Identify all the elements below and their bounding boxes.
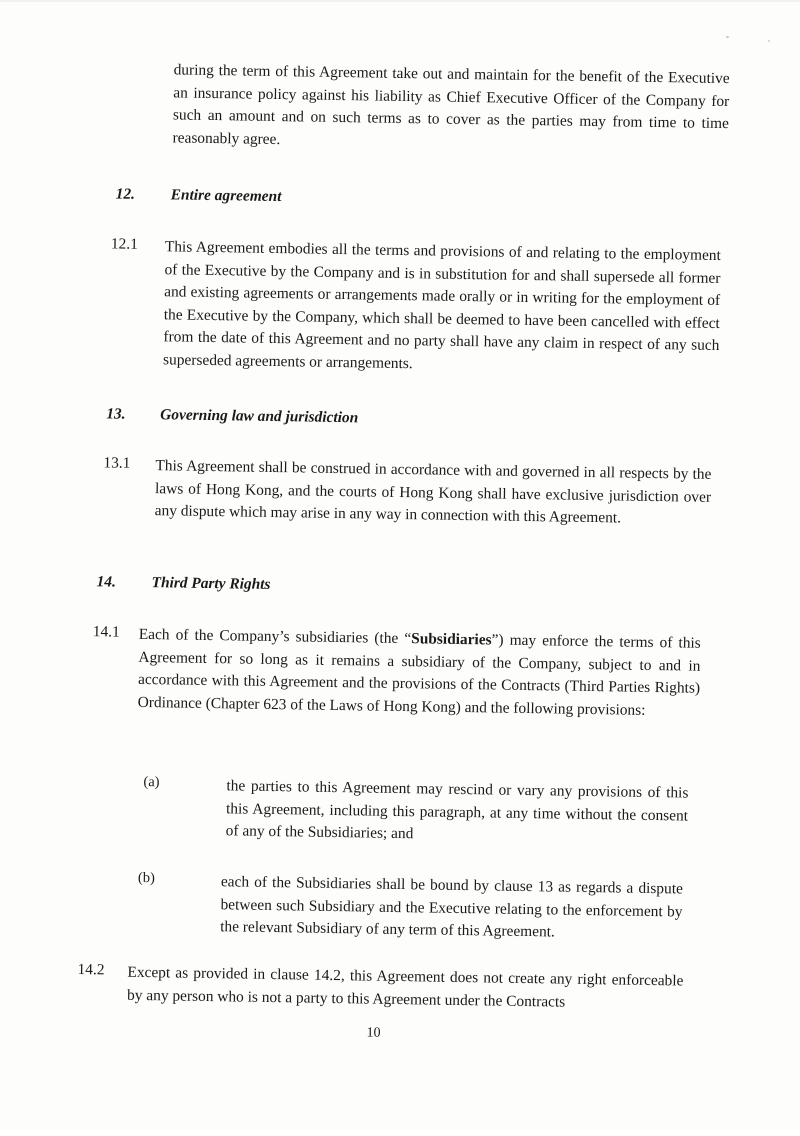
defined-term: Subsidiaries — [411, 630, 492, 649]
clause-number-13-1: 13.1 — [103, 454, 131, 472]
sub-item-label-b: (b) — [137, 869, 156, 887]
clause-text-part: ”) may enforce the terms of this Agreement for so long as it remains a subsidiary of the Company, subject to and in accordance with this Agreement and the provisions of the Contracts (Third Parties Rights) Ordinance (Chapter 623 of the Laws of Hong Kong) and the following provisions: — [137, 631, 701, 719]
sub-item-text-b: each of the Subsidiaries shall be bound by clause 13 as regards a dispute between such Subsidiary and the Executive relating to the enforcement by the relevant Subsidiary of any term of this Agreement. — [220, 873, 684, 941]
sub-item-text-a: the parties to this Agreement may rescind or vary any provisions of this this Agreement, including this paragraph, at any time without the consent of any of the Subsidiaries; and — [225, 777, 689, 843]
page-number: 10 — [366, 1025, 381, 1041]
clause-text-12-1: This Agreement embodies all the terms and provisions of and relating to the employment of the Executive by the Company and is in substitution for and shall supersede all former and existing agreements or arrangements made orally or in writing for the employment of the Executive by the Company, which shall be deemed to have been cancelled with effect from the date of this Agreement and no party shall have any claim in respect of any such superseded agreements or arrangements. — [162, 238, 721, 372]
section-title: Third Party Rights — [151, 574, 271, 593]
clause-text-13-1: This Agreement shall be construed in accordance with and governed in all respects by the laws of Hong Kong, and the courts of Hong Kong shall have exclusive jurisdiction over any dispute which may arise in any way in connection with this Agreement. — [154, 457, 712, 527]
clause-text-14-1 — [138, 624, 701, 723]
clause-text-14-2: Except as provided in clause 14.2, this Agreement does not create any right enforceable by any person who is not a party to this Agreement under the Contracts — [127, 963, 684, 1011]
section-title: Governing law and jurisdiction — [160, 406, 359, 427]
section-number: 14. — [96, 573, 117, 591]
section-title: Entire agreement — [170, 186, 282, 206]
intro-paragraph: during the term of this Agreement take out and maintain for the benefit of the Executive an insurance policy against his liability as Chief Executive Officer of the Company for such an amount and on such terms as to cover as the parties may from time to time reasonably agree. — [172, 61, 730, 148]
section-number: 13. — [106, 405, 126, 423]
clause-number-12-1: 12.1 — [110, 235, 138, 253]
section-number: 12. — [115, 185, 136, 203]
clause-text-part: Each of the Company’s subsidiaries (the “ — [138, 625, 412, 648]
clause-number-14-2: 14.2 — [77, 960, 105, 979]
sub-item-label-a: (a) — [143, 773, 160, 791]
clause-number-14-1: 14.1 — [92, 623, 120, 641]
